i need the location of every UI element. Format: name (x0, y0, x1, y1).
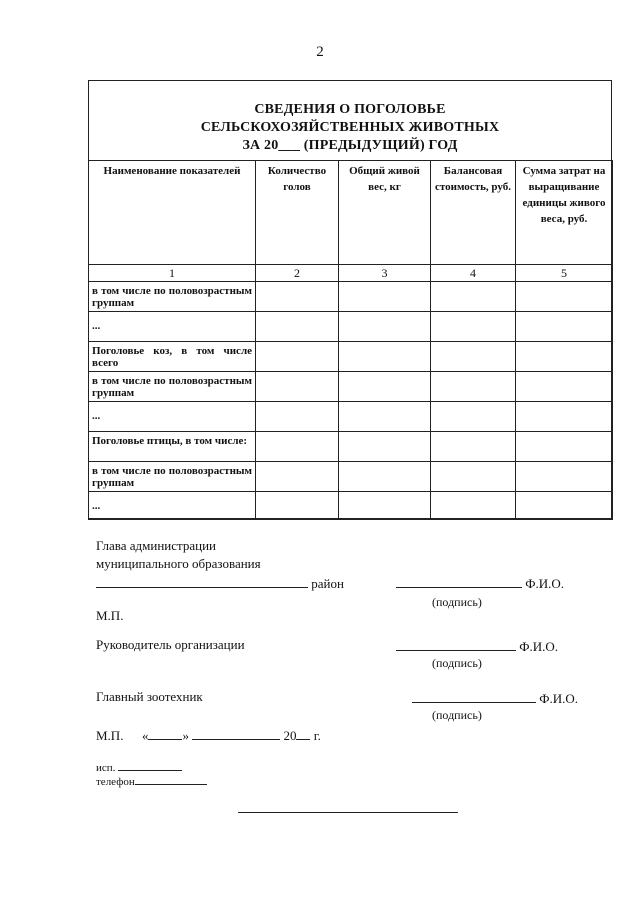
title-line-2: СЕЛЬСКОХОЗЯЙСТВЕННЫХ ЖИВОТНЫХ (200, 120, 500, 135)
signature-blank[interactable] (396, 637, 516, 651)
zoo-signature-line (412, 689, 578, 707)
fio-label: Ф.И.О. (519, 639, 559, 654)
signature-blank[interactable] (412, 689, 536, 703)
municipality-label: муниципального образования (96, 556, 261, 571)
executor-blank[interactable] (118, 759, 182, 771)
data-cell[interactable] (256, 372, 339, 402)
year-prefix: 20 (283, 728, 297, 743)
data-cell[interactable] (256, 402, 339, 432)
data-cell[interactable] (339, 282, 431, 312)
row-label: ... (89, 492, 256, 520)
row-label: в том числе по половозрастным группам (89, 462, 256, 492)
column-number: 1 (89, 265, 256, 282)
form-frame (88, 80, 612, 519)
form-title (89, 101, 611, 155)
data-cell[interactable] (516, 432, 613, 462)
title-line-3: ЗА 20___ (ПРЕДЫДУЩИЙ) ГОД (242, 138, 458, 153)
data-cell[interactable] (431, 312, 516, 342)
data-cell[interactable] (256, 492, 339, 520)
data-cell[interactable] (339, 342, 431, 372)
data-cell[interactable] (339, 372, 431, 402)
table-row (89, 312, 613, 342)
data-cell[interactable] (339, 462, 431, 492)
data-cell[interactable] (256, 432, 339, 462)
column-number-row (89, 265, 613, 282)
date-open-quote: « (141, 728, 149, 743)
month-blank[interactable] (192, 726, 280, 740)
data-cell[interactable] (431, 342, 516, 372)
data-cell[interactable] (516, 282, 613, 312)
phone-blank[interactable] (135, 773, 207, 785)
data-cell[interactable] (516, 462, 613, 492)
data-cell[interactable] (431, 282, 516, 312)
data-cell[interactable] (431, 492, 516, 520)
header-cell: Сумма затрат на выращивание единицы живого веса, руб. (516, 161, 613, 265)
data-cell[interactable] (339, 402, 431, 432)
district-line (96, 574, 344, 592)
data-cell[interactable] (431, 372, 516, 402)
head-admin-label: Глава администрации (96, 538, 217, 553)
district-label: район (311, 576, 344, 591)
column-number: 4 (431, 265, 516, 282)
row-label: Поголовье коз, в том числе всего (89, 342, 256, 372)
phone-label: телефон (96, 776, 135, 788)
year-blank[interactable] (296, 726, 310, 740)
data-cell[interactable] (339, 492, 431, 520)
table-row (89, 282, 613, 312)
stamp-label: М.П. (96, 608, 124, 623)
data-cell[interactable] (256, 312, 339, 342)
signature-blank[interactable] (396, 574, 522, 588)
signature-hint: (подпись) (432, 708, 482, 722)
table-row (89, 462, 613, 492)
header-row (89, 161, 613, 265)
table-row (89, 342, 613, 372)
signature-hint: (подпись) (432, 656, 482, 670)
header-cell: Наименование показателей (89, 161, 256, 265)
header-cell: Общий живой вес, кг (339, 161, 431, 265)
table-row (89, 432, 613, 462)
data-cell[interactable] (431, 402, 516, 432)
chief-zoo-label: Главный зоотехник (96, 689, 203, 704)
row-label: в том числе по половозрастным группам (89, 372, 256, 402)
org-head-label: Руководитель организации (96, 637, 245, 652)
stamp-label: М.П. (96, 728, 124, 743)
page-number: 2 (316, 44, 324, 60)
data-cell[interactable] (516, 372, 613, 402)
column-number: 2 (256, 265, 339, 282)
day-blank[interactable] (148, 726, 182, 740)
year-suffix: г. (313, 728, 321, 743)
row-label: Поголовье птицы, в том числе: (89, 432, 256, 462)
row-label: ... (89, 402, 256, 432)
data-cell[interactable] (339, 312, 431, 342)
data-cell[interactable] (516, 312, 613, 342)
signature-hint: (подпись) (432, 595, 482, 609)
header-cell: Количество голов (256, 161, 339, 265)
org-signature-line (396, 637, 558, 655)
table-row (89, 492, 613, 520)
row-label: ... (89, 312, 256, 342)
date-line (96, 726, 321, 744)
livestock-table (88, 160, 613, 520)
row-label: в том числе по половозрастным группам (89, 282, 256, 312)
fio-label: Ф.И.О. (539, 691, 579, 706)
data-cell[interactable] (431, 432, 516, 462)
head-signature-line (396, 574, 564, 592)
title-line-1: СВЕДЕНИЯ О ПОГОЛОВЬЕ (254, 102, 446, 117)
data-cell[interactable] (256, 342, 339, 372)
executor-label: исп. (96, 762, 116, 774)
data-cell[interactable] (516, 492, 613, 520)
fio-label: Ф.И.О. (525, 576, 565, 591)
data-cell[interactable] (516, 342, 613, 372)
data-cell[interactable] (339, 432, 431, 462)
footer-divider (238, 812, 458, 813)
data-cell[interactable] (431, 462, 516, 492)
column-number: 5 (516, 265, 613, 282)
column-number: 3 (339, 265, 431, 282)
table-row (89, 372, 613, 402)
phone-line (96, 773, 207, 790)
table-row (89, 402, 613, 432)
date-close-quote: » (182, 728, 189, 743)
district-blank[interactable] (96, 574, 308, 588)
data-cell[interactable] (256, 462, 339, 492)
data-cell[interactable] (256, 282, 339, 312)
data-cell[interactable] (516, 402, 613, 432)
header-cell: Балансовая стоимость, руб. (431, 161, 516, 265)
